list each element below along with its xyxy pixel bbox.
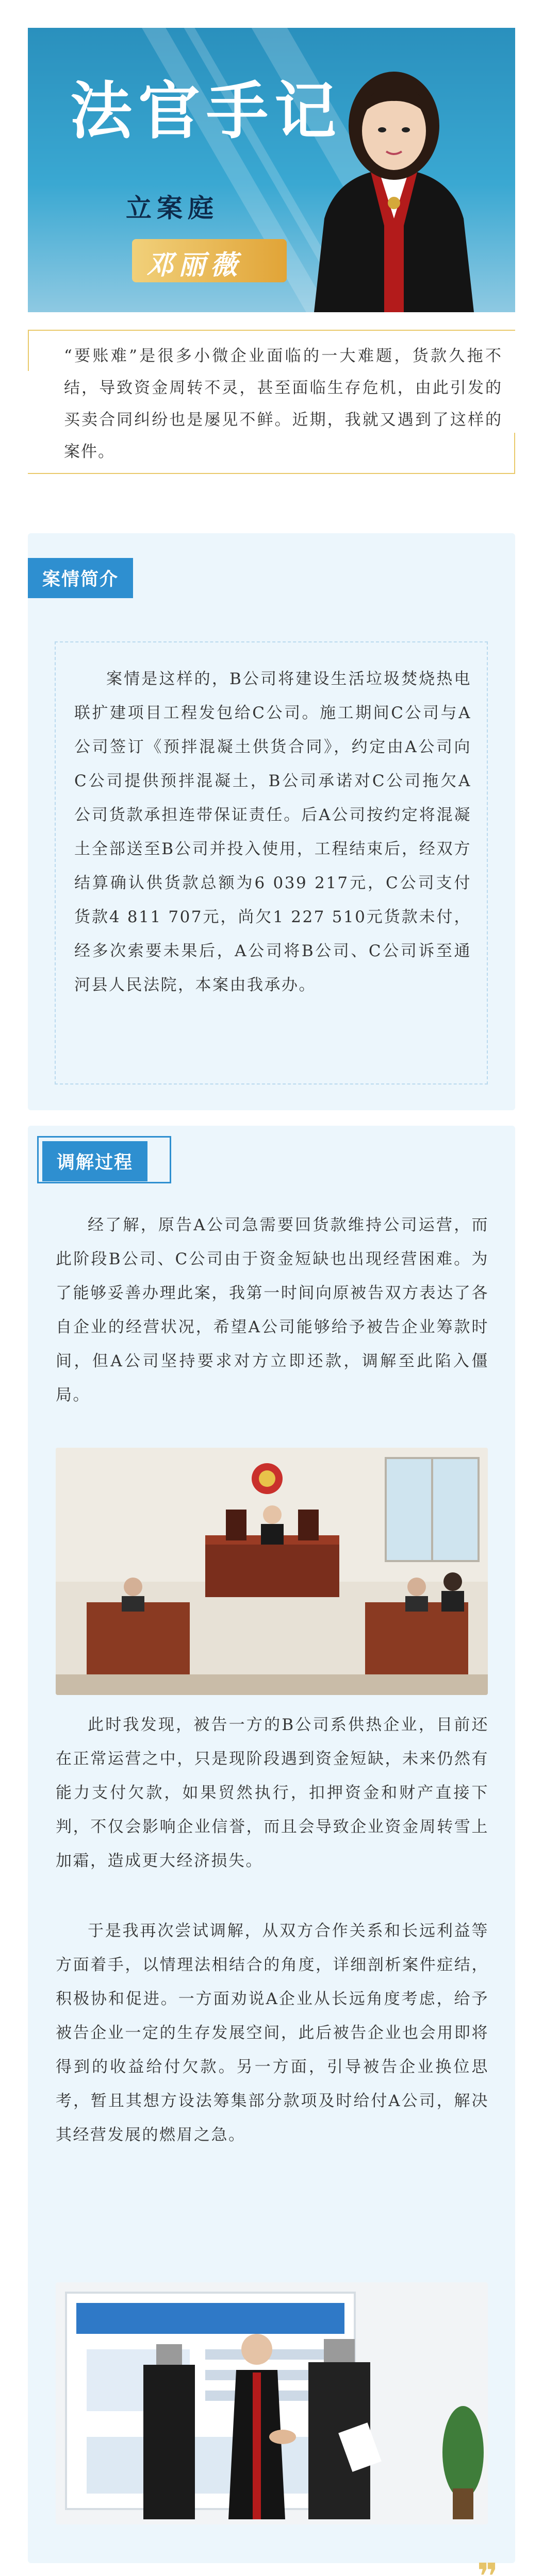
mediation-para-1: 经了解，原告A公司急需要回货款维持公司运营，而此阶段B公司、C公司由于资金短缺也出现经营困难。为了能够妥善办理此案，我第一时间向原被告双方表达了各自企业的经营状况，希望A公司能够给予被告企业筹款时间，但A公司坚持要求对方立即还款，调解至此陷入僵局。 [56,1216,489,1404]
case-summary-heading: 案情简介 [28,558,133,598]
close-quote-icon [477,2555,498,2576]
intro-section [28,319,515,474]
case-summary-text: 案情是这样的，B公司将建设生活垃圾焚烧热电联扩建项目工程发包给C公司。施工期间C公司与A公司签订《预拌混凝土供货合同》，约定由A公司向C公司提供预拌混凝土，B公司承诺对C公司拖欠A公司货款承担连带保证责任。后A公司按约定将混凝土全部送至B公司并投入使用，工程结束后，经双方结算确认供货款总额为6 039 217元，C公司支付货款4 811 707元，尚欠1 227 510元货款未付，经多次索要未果后，A公司将B公司、C公司诉至通河县人民法院，本案由我承办。 [74,670,471,994]
intro-text: “要账难”是很多小微企业面临的一大难题，货款久拖不结，导致资金周转不灵，甚至面临生存危机，由此引发的买卖合同纠纷也是屡见不鲜。近期，我就又遇到了这样的案件。 [64,347,502,461]
author-name: 邓丽薇 [132,239,287,282]
mediation-para-2: 此时我发现，被告一方的B公司系供热企业，目前还在正常运营之中，只是现阶段遇到资金短缺，未来仍然有能力支付欠款，如果贸然执行，扣押资金和财产直接下判，不仅会影响企业信誉，而且会导致企业资金周转雪上加霜，造成更大经济损失。 [56,1716,489,1870]
column-title: 法官手记 [70,76,342,147]
mediation-para-3: 于是我再次尝试调解，从双方合作关系和长远利益等方面着手，以情理法相结合的角度，详细剖析案件症结，积极协和促进。一方面劝说A企业从长远角度考虑，给予被告企业一定的生存发展空间，此后被告企业也会用即将得到的收益给付欠款。另一方面，引导被告企业换位思考，暂且其想方设法筹集部分款项及时给付A公司，解决其经营发展的燃眉之急。 [56,1922,489,2144]
case-summary-card [28,533,515,1110]
handshake-photo [56,2282,488,2524]
judge-portrait [293,48,495,312]
mediation-heading: 调解过程 [42,1141,147,1181]
mediation-card [28,1126,515,2563]
header-banner [28,28,515,312]
courtroom-photo [56,1448,488,1695]
department-label: 立案庭 [126,193,219,223]
